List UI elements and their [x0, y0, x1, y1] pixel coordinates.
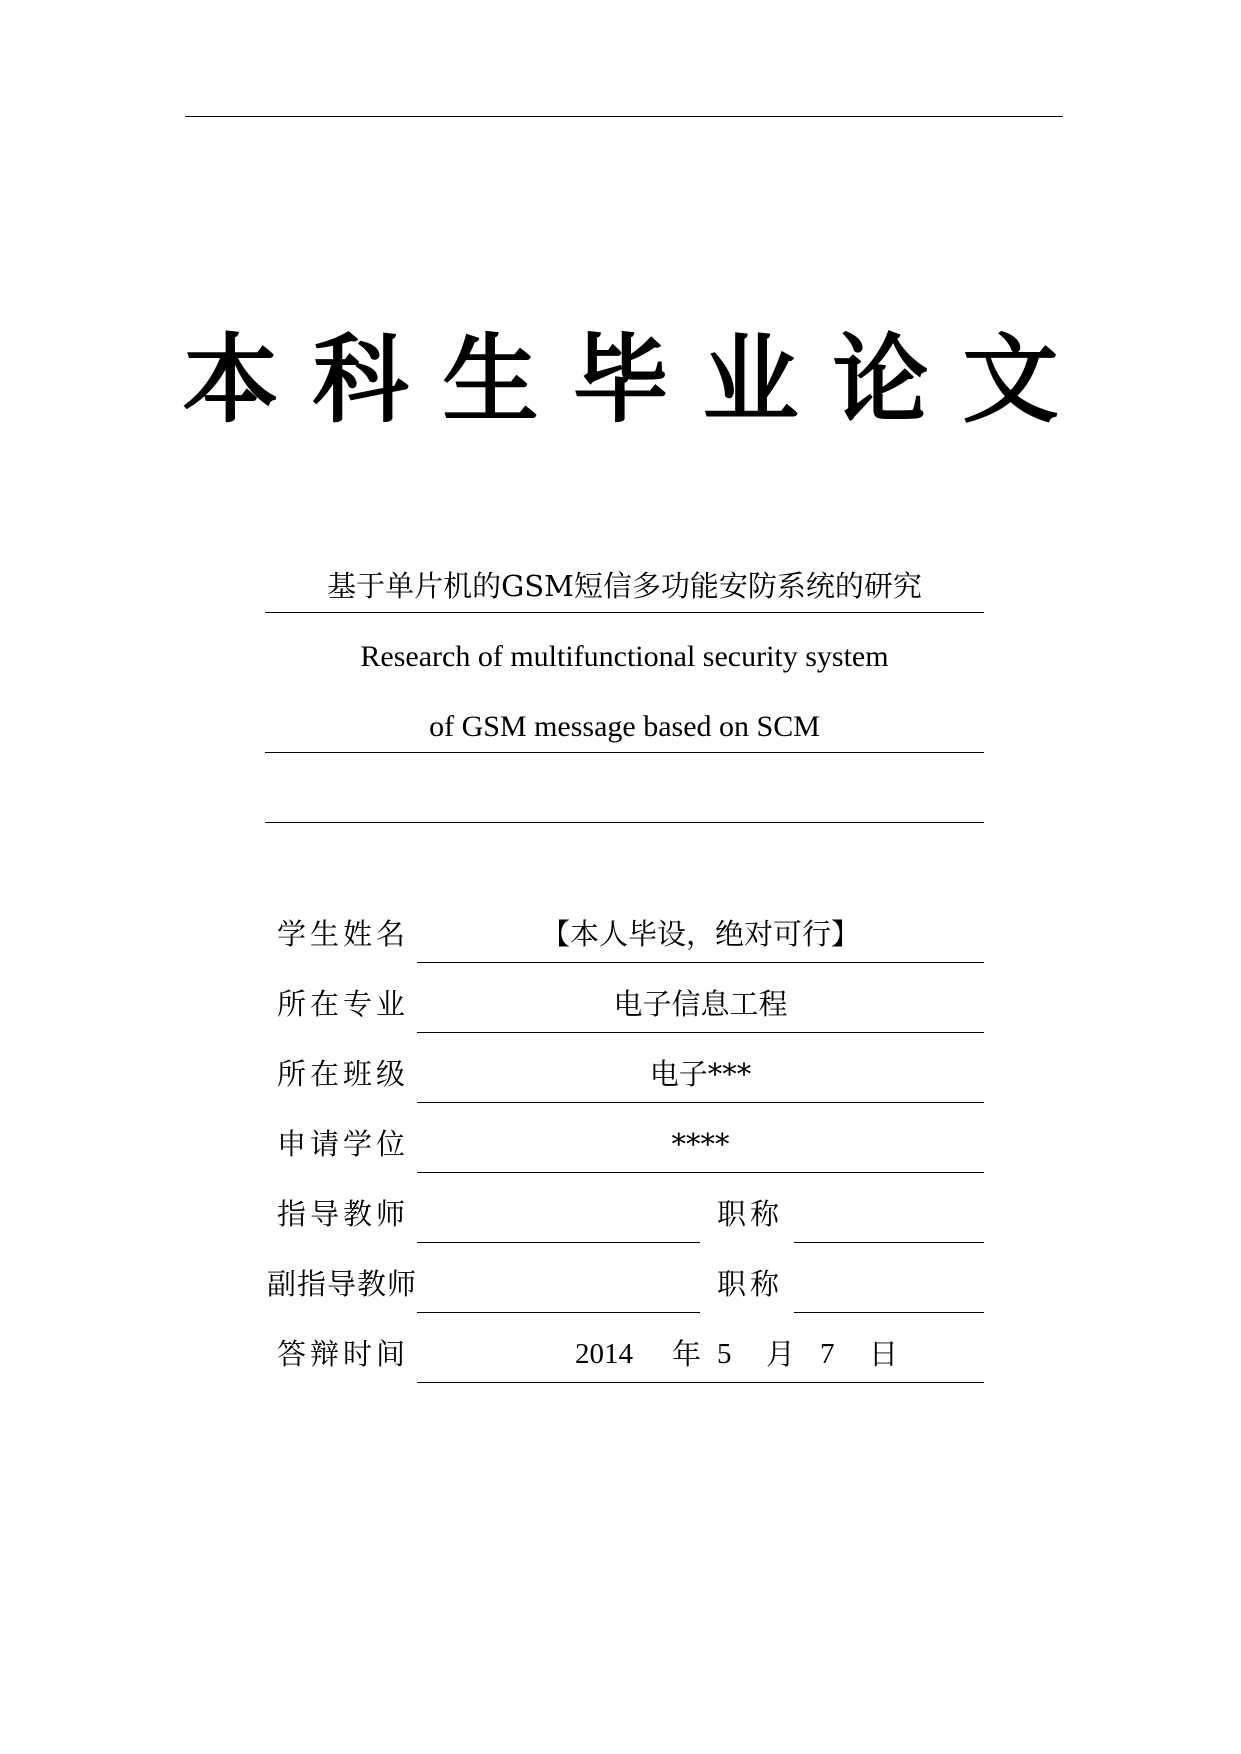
defense-month-unit: 月: [766, 1337, 796, 1371]
thesis-title-chinese: 基于单片机的GSM短信多功能安防系统的研究: [327, 569, 922, 603]
advisor-underline: [417, 1242, 700, 1243]
major-value: 电子信息工程: [613, 987, 788, 1021]
thesis-title-english-line1: Research of multifunctional security system: [360, 640, 889, 673]
student-name-underline: [417, 962, 984, 963]
defense-date-underline: [417, 1382, 984, 1383]
student-name-value: 【本人毕设，绝对可行】: [540, 917, 860, 951]
row-defense-date: [265, 1328, 984, 1388]
row-degree: [265, 1118, 984, 1178]
defense-date: [417, 1334, 984, 1374]
defense-date-label: 答辩时间: [277, 1337, 410, 1371]
student-name-label: 学生姓名: [277, 917, 410, 951]
defense-month: 5: [717, 1338, 732, 1370]
co-advisor-title-label: 职称: [717, 1267, 784, 1301]
defense-day-unit: 日: [869, 1337, 899, 1371]
title-underline-1: [265, 612, 984, 613]
degree-value: ****: [671, 1127, 730, 1161]
row-class: [265, 1048, 984, 1108]
co-advisor-label: 副指导教师: [267, 1267, 418, 1301]
co-advisor-underline: [417, 1312, 700, 1313]
title-underline-3: [265, 822, 984, 823]
thesis-title-english-line2: of GSM message based on SCM: [429, 710, 820, 743]
degree-underline: [417, 1172, 984, 1173]
row-co-advisor: [265, 1258, 984, 1318]
degree-label: 申请学位: [277, 1127, 410, 1161]
document-main-title: 本科生毕业论文: [182, 324, 1093, 436]
row-student-name: [265, 908, 984, 968]
row-advisor: [265, 1188, 984, 1248]
class-label: 所在班级: [277, 1057, 410, 1091]
class-underline: [417, 1102, 984, 1103]
row-major: [265, 978, 984, 1038]
title-underline-2: [265, 752, 984, 753]
co-advisor-title-underline: [794, 1312, 984, 1313]
advisor-title-label: 职称: [717, 1197, 784, 1231]
major-label: 所在专业: [277, 987, 410, 1021]
defense-year: 2014: [575, 1338, 633, 1370]
defense-year-unit: 年: [672, 1337, 702, 1371]
advisor-label: 指导教师: [277, 1197, 410, 1231]
class-value: 电子***: [649, 1057, 752, 1091]
major-underline: [417, 1032, 984, 1033]
defense-day: 7: [820, 1338, 835, 1370]
advisor-title-underline: [794, 1242, 984, 1243]
header-rule: [185, 116, 1063, 117]
